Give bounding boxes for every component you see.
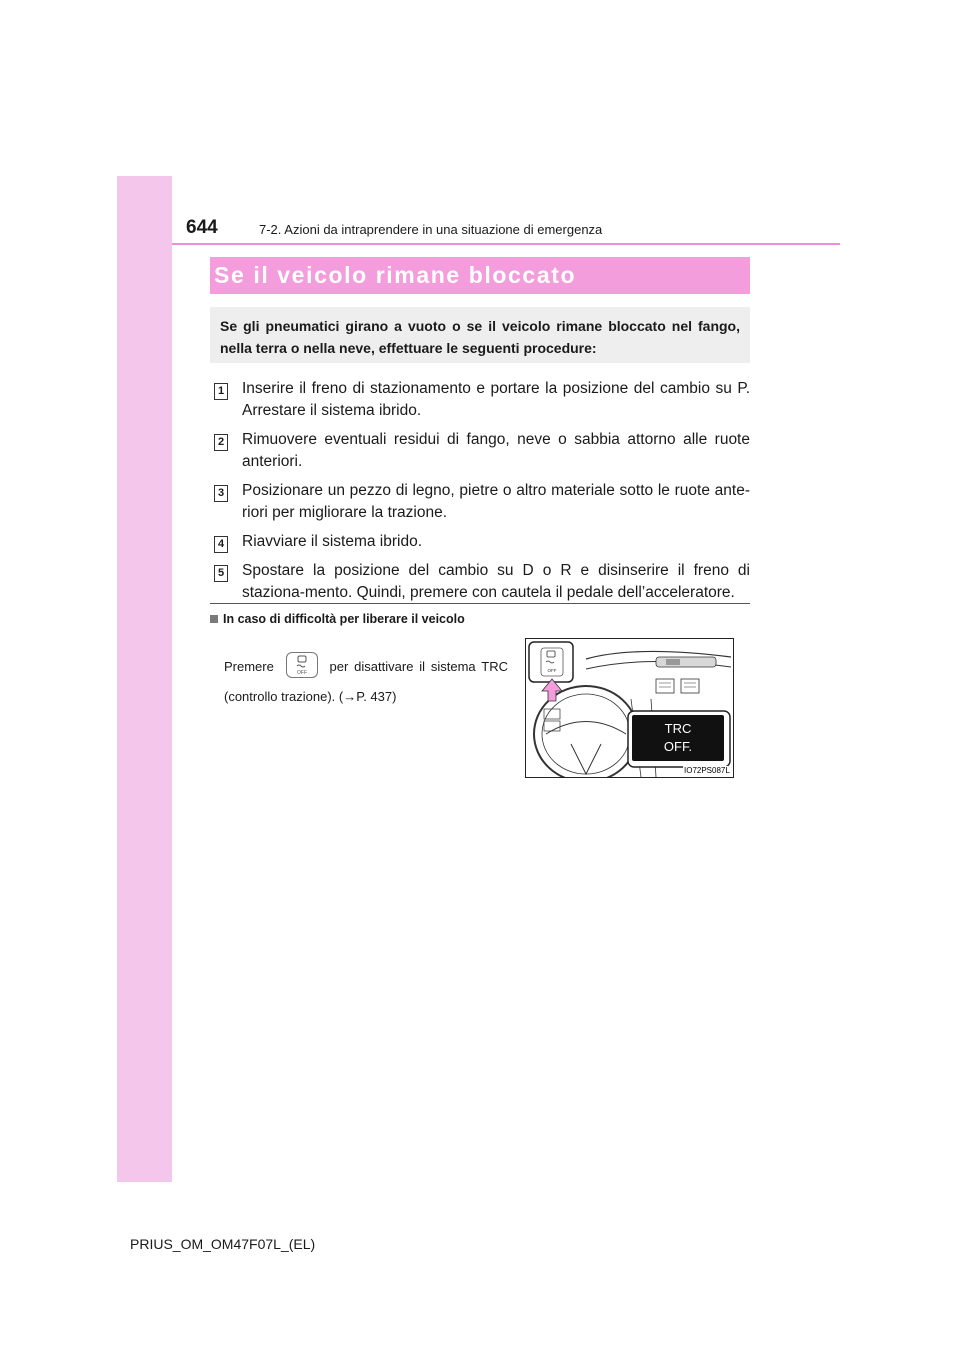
note-line-2: (controllo trazione). (→P. 437): [224, 689, 397, 704]
step-item: [214, 378, 750, 422]
section-title: 7-2. Azioni da intraprendere in una situazione di emergenza: [259, 222, 603, 237]
note-text: [224, 652, 508, 712]
page-number: 644: [186, 217, 218, 238]
step-text: Posizionare un pezzo di legno, pietre o altro materiale sotto le ruote ante-riori per migliorare la trazione.: [242, 482, 750, 521]
dashboard-drawing: [526, 639, 733, 777]
step-text: Rimuovere eventuali residui di fango, neve o sabbia attorno alle ruote anteriori.: [242, 431, 750, 470]
step-item: [214, 560, 750, 604]
step-text: Spostare la posizione del cambio su D o R e disinserire il freno di staziona-mento. Quindi, premere con cautela il pedale dell’acceleratore.: [242, 562, 750, 601]
step-number-badge: 2: [214, 434, 228, 451]
trc-display-line-1: TRC: [664, 721, 692, 736]
note-text-after: per disattivare il sistema TRC: [329, 659, 508, 674]
header-rule: [172, 243, 840, 245]
step-number-badge: 3: [214, 485, 228, 502]
footer-code: PRIUS_OM_OM47F07L_(EL): [130, 1236, 316, 1252]
page-title: Se il veicolo rimane bloccato: [214, 262, 577, 288]
trc-off-button-icon: [286, 652, 318, 678]
title-bar: [210, 257, 750, 294]
trc-display-line-2: OFF.: [663, 739, 693, 754]
note-text-before: Premere: [224, 659, 274, 674]
step-item: [214, 480, 750, 524]
section-divider: [210, 603, 750, 604]
step-text: Riavviare il sistema ibrido.: [242, 533, 423, 550]
subsection-heading: [210, 612, 465, 626]
steps-list: [214, 378, 750, 611]
note-line-1: [224, 652, 508, 682]
step-number-badge: 1: [214, 383, 228, 400]
square-bullet-icon: [210, 615, 218, 623]
step-number-badge: 4: [214, 536, 228, 553]
dashboard-illustration: [525, 638, 734, 778]
side-color-band: [117, 176, 172, 1182]
figure-button-label: OFF: [547, 668, 557, 673]
intro-box: [210, 307, 750, 363]
step-number-badge: 5: [214, 565, 228, 582]
subsection-heading-text: In caso di difficoltà per liberare il veicolo: [223, 612, 465, 626]
figure-code: IO72PS087L: [684, 766, 730, 775]
intro-text: Se gli pneumatici girano a vuoto o se il veicolo rimane bloccato nel fango, nella terra o nella neve, effettuare le seguenti procedure:: [220, 318, 740, 356]
svg-text:OFF: OFF: [296, 669, 307, 676]
step-text: Inserire il freno di stazionamento e portare la posizione del cambio su P. Arrestare il sistema ibrido.: [242, 380, 750, 419]
step-item: [214, 429, 750, 473]
step-item: [214, 531, 750, 553]
